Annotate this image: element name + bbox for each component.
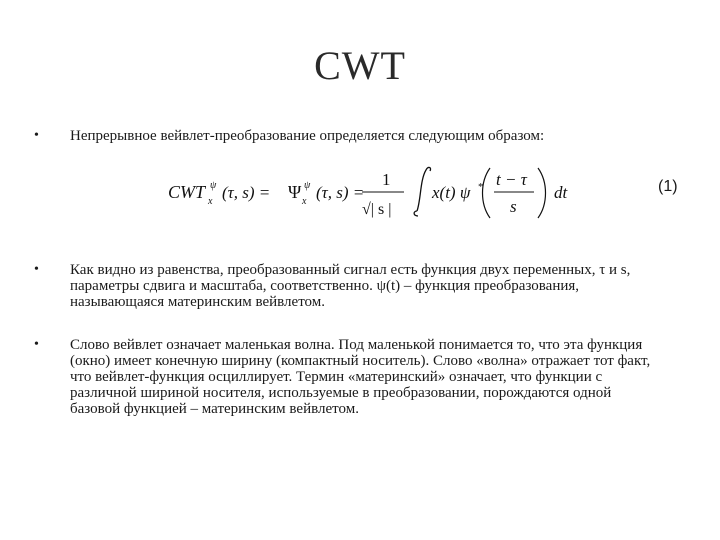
formula-integrand: x(t) ψ (432, 183, 471, 202)
formula-arg-den: s (510, 197, 517, 216)
formula-arg-num: t − τ (496, 170, 527, 189)
formula-frac-num: 1 (382, 170, 391, 189)
left-paren (483, 168, 491, 218)
formula-psi-sup: ψ (304, 180, 311, 191)
equation-number: (1) (658, 178, 678, 195)
cwt-formula (160, 160, 580, 226)
formula-conjugate-mark: * (478, 181, 484, 193)
bullet-marker: • (34, 128, 39, 143)
formula-lhs-sup: ψ (210, 180, 217, 191)
bullet-marker: • (34, 262, 39, 277)
formula-psi-args: (τ, s) = (316, 183, 365, 202)
formula-differential: dt (554, 183, 568, 202)
formula-psi-name: Ψ (288, 182, 302, 202)
formula-lhs-args: (τ, s) = (222, 183, 271, 202)
integral-sign (414, 167, 430, 216)
bullet-text-definition: Непрерывное вейвлет-преобразование определяется следующим образом: (70, 128, 545, 144)
formula-lhs-sub: x (208, 196, 213, 207)
right-paren (538, 168, 546, 218)
page-title: CWT (314, 43, 406, 88)
bullet-text-wavelet-meaning: Слово вейвлет означает маленькая волна. Под маленькой понимается то, что эта функция (окно) имеет конечную ширину (компактный носитель). Слово «волна» отражает тот факт, что вейвлет-функция осциллирует. Термин «материнский» означает, что функции с различной шириной носителя, используемые в преобразовании, порождаются одной базовой функцией – материнским вейвлетом. (70, 337, 651, 417)
bullet-marker: • (34, 337, 39, 352)
formula-psi-sub: x (302, 196, 307, 207)
formula-frac-den: √| s | (362, 201, 392, 218)
bullet-text-explanation: Как видно из равенства, преобразованный сигнал есть функция двух переменных, τ и s, параметры сдвига и масштаба, соответственно. ψ(t) – функция преобразования, называющаяся материнским вейвлетом. (70, 262, 631, 310)
formula-lhs-name: CWT (168, 182, 206, 202)
